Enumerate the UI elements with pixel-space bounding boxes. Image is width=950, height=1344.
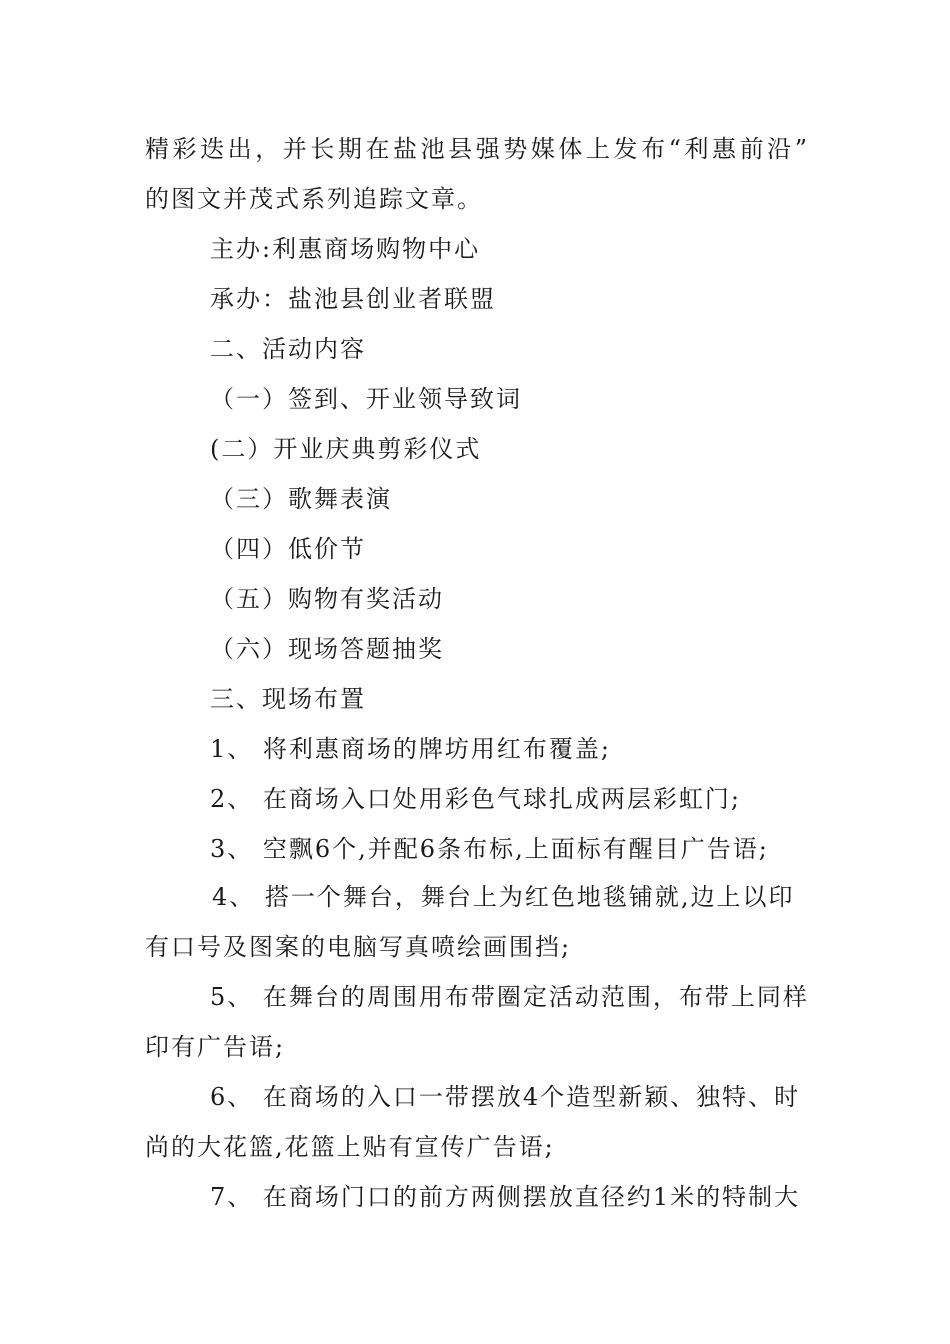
layout-item-6-cont: 尚的大花篮,花篮上贴有宣传广告语; [145,1133,555,1161]
layout-item-2: 2、 在商场入口处用彩色气球扎成两层彩虹门; [210,785,741,813]
activity-item-5: （五）购物有奖活动 [210,585,444,613]
layout-item-7: 7、 在商场门口的前方两侧摆放直径约1米的特制大 [210,1183,801,1211]
co-organizer-line: 承办：盐池县创业者联盟 [210,285,496,313]
layout-item-6: 6、 在商场的入口一带摆放4个造型新颖、独特、时 [210,1083,801,1111]
paragraph-line-1: 精彩迭出，并长期在盐池县强势媒体上发布“利惠前沿” [145,135,807,163]
organizer-line: 主办:利惠商场购物中心 [210,235,481,263]
layout-item-5-cont: 印有广告语; [145,1033,286,1061]
activity-item-4: （四）低价节 [210,535,366,563]
activity-item-2: (二）开业庆典剪彩仪式 [210,435,482,463]
layout-item-4-cont: 有口号及图案的电脑写真喷绘画围挡; [145,933,572,961]
activity-item-6: （六）现场答题抽奖 [210,635,444,663]
section-heading-layout: 三、现场布置 [210,685,366,713]
paragraph-line-2: 的图文并茂式系列追踪文章。 [145,185,483,213]
layout-item-3: 3、 空飘6个,并配6条布标,上面标有醒目广告语; [210,835,769,863]
layout-item-1: 1、 将利惠商场的牌坊用红布覆盖; [210,735,611,763]
activity-item-1: （一）签到、开业领导致词 [210,385,522,413]
section-heading-activities: 二、活动内容 [210,335,366,363]
layout-item-5: 5、 在舞台的周围用布带圈定活动范围，布带上同样 [210,983,809,1011]
activity-item-3: （三）歌舞表演 [210,485,392,513]
layout-item-4: 4、 搭一个舞台，舞台上为红色地毯铺就,边上以印 [212,883,795,911]
